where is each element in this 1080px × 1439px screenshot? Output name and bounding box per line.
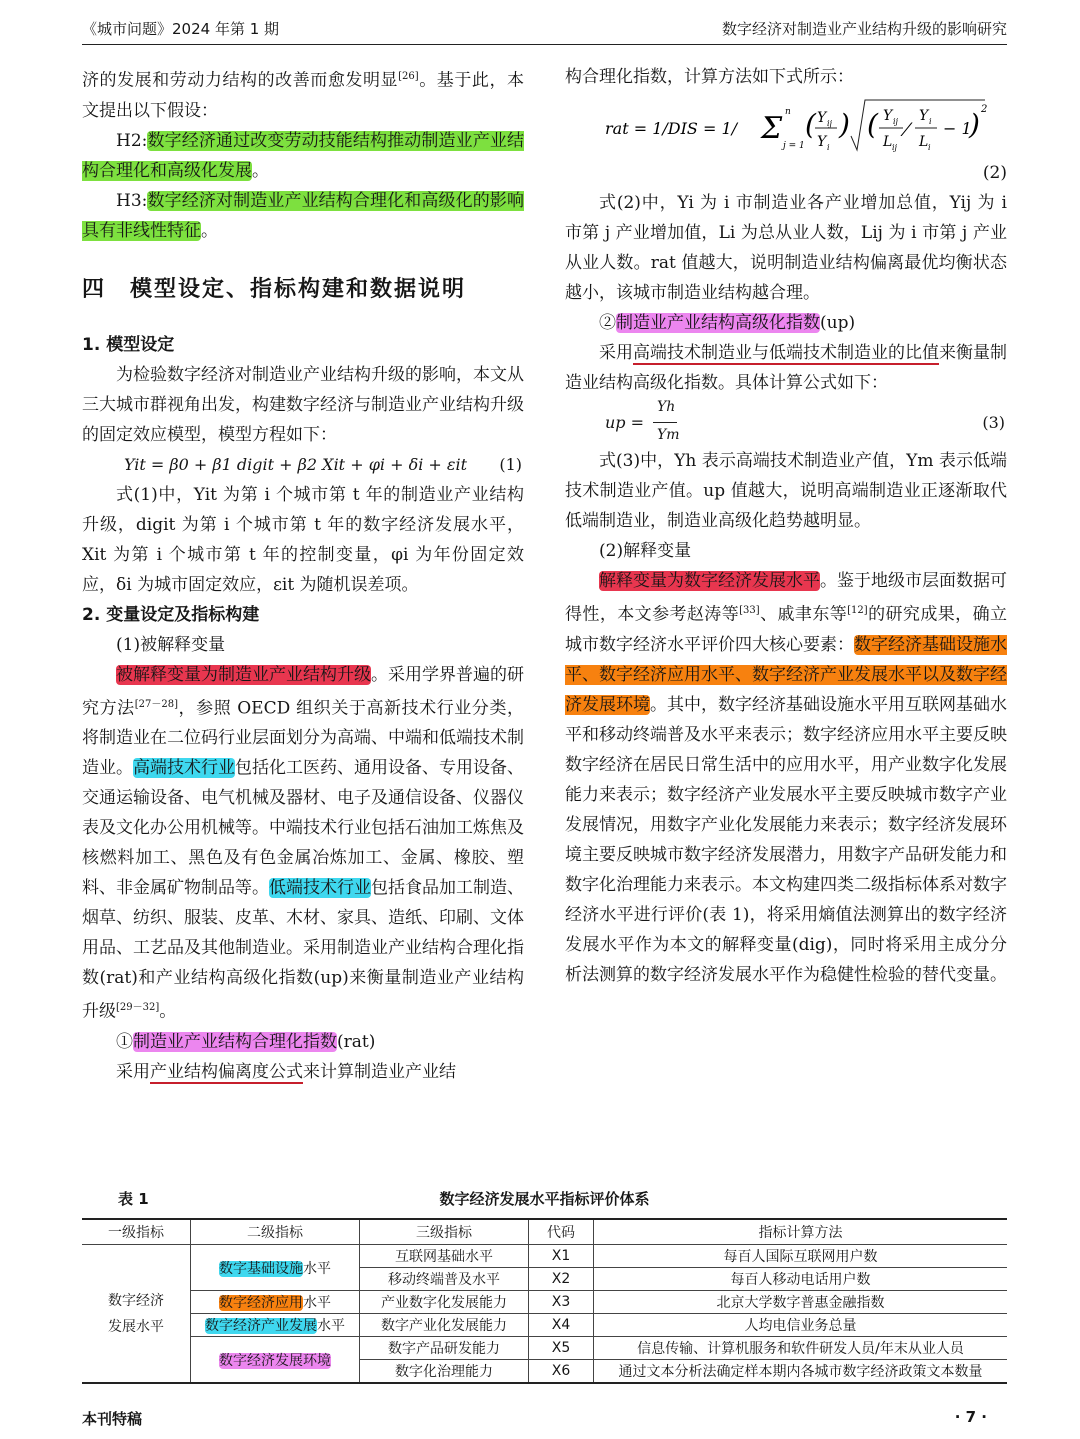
paragraph-rat-cont: 构合理化指数，计算方法如下式所示： (565, 67, 854, 87)
equation-2-number: (2) (982, 163, 1007, 183)
table-label: 表 1 (118, 1190, 149, 1208)
page-footer (82, 1408, 1007, 1432)
level2-environment: 数字经济发展环境 (191, 1337, 360, 1384)
header-level2: 二级指标 (191, 1219, 360, 1245)
svg-text:i: i (827, 143, 830, 152)
svg-text:⁄: ⁄ (905, 120, 909, 141)
level3-cell: 数字化治理能力 (360, 1360, 529, 1384)
level1-cell: 数字经济 发展水平 (82, 1245, 191, 1384)
citation: [12] (847, 605, 868, 616)
header-level3: 三级指标 (360, 1219, 529, 1245)
table-row (82, 1245, 1007, 1268)
svg-text:ij: ij (827, 119, 833, 128)
underline-deviation-formula: 产业结构偏离度公式 (150, 1061, 303, 1082)
svg-text:): ) (839, 108, 850, 141)
svg-text:L: L (883, 134, 893, 150)
heading-rat: ①制造业产业结构合理化指数(rat) (116, 1031, 376, 1052)
heading-independent-variable: (2)解释变量 (599, 541, 692, 561)
citation: [26] (398, 71, 419, 82)
heading-dependent-variable: (1)被解释变量 (116, 634, 226, 655)
table-row (82, 1314, 1007, 1337)
equation-3-denominator: Ym (657, 427, 680, 443)
level3-cell: 产业数字化发展能力 (360, 1291, 529, 1314)
equation-3-number: (3) (982, 413, 1005, 432)
equation-3: up = Yh Ym (3) (565, 398, 1007, 446)
header-code: 代码 (529, 1219, 594, 1245)
highlight-rat: 制造业产业结构合理化指数 (133, 1031, 337, 1052)
method-cell: 人均电信业务总量 (594, 1314, 1008, 1337)
code-cell: X3 (529, 1291, 594, 1314)
method-cell: 北京大学数字普惠金融指数 (594, 1291, 1008, 1314)
table-header-row (82, 1219, 1007, 1245)
header-level1: 一级指标 (82, 1219, 191, 1245)
equation-1-number: (1) (499, 454, 522, 474)
highlight-independent: 解释变量为数字经济发展水平 (599, 571, 820, 591)
subsection-model: 1. 模型设定 (82, 334, 175, 355)
svg-text:ij: ij (892, 143, 898, 152)
svg-text:Σ: Σ (761, 111, 783, 146)
paragraph-model: 为检验数字经济对制造业产业结构升级的影响，本文从三大城市群视角出发，构建数字经济与制造业产业结构升级的固定效应模型，模型方程如下： (82, 364, 524, 445)
left-column (82, 62, 524, 1087)
equation-2 (565, 92, 1007, 158)
column-name: 本刊特稿 (82, 1410, 143, 1428)
level2-industry: 数字经济产业发展水平 (191, 1314, 360, 1337)
code-cell: X2 (529, 1268, 594, 1291)
code-cell: X1 (529, 1245, 594, 1268)
svg-text:i: i (928, 143, 931, 152)
paragraph-independent: 解释变量为数字经济发展水平。鉴于地级市层面数据可得性，本文参考赵涛等[33]、戚聿东等[12]的研究成果，确立城市数字经济水平评价四大核心要素：数字经济基础设施水平、数字经济应用水平、数字经济产业发展水平以及数字经济发展环境。其中，数字经济基础设施水平用互联网基础水平和移动终端普及水平来表示；数字经济应用水平主要反映数字经济在居民日常生活中的应用水平，用产业数字化发展能力来表示；数字经济产业发展水平主要反映城市数字产业发展情况，用数字产业化发展能力来表示；数字经济发展环境主要反映城市数字经济发展潜力，用数字产品研发能力和数字化治理能力来表示。本文构建四类二级指标体系对数字经济水平进行评价(表 1)，将采用熵值法测算出的数字经济发展水平作为本文的解释变量(dig)，同时将采用主成分分析法测算的数字经济发展水平作为稳健性检验的替代变量。 (565, 571, 1007, 985)
highlight-h3: 数字经济对制造业产业结构合理化和高级化的影响具有非线性特征 (82, 190, 524, 241)
paragraph-eq2-desc: 式(2)中，Yi 为 i 市制造业各产业增加总值，Yij 为 i 市第 j 产业增加值，Li 为总从业人数，Lij 为 i 市第 j 产业从业人数。rat 值越大，说明制造业结构偏离最优均衡状态越小，该城市制造业结构越合理。 (565, 193, 1007, 303)
table-title: 数字经济发展水平指标评价体系 (439, 1190, 650, 1208)
code-cell: X4 (529, 1314, 594, 1337)
table-row (82, 1291, 1007, 1314)
paragraph-dependent: 被解释变量为制造业产业结构升级。采用学界普遍的研究方法[27－28]，参照 OECD 组织关于高新技术行业分类，将制造业在二位码行业层面划分为高端、中端和低端技术制造业。高端技术行业包括化工医药、通用设备、专用设备、交通运输设备、电气机械及器材、电子及通信设备、仪器仪表及文化办公用机械等。中端技术行业包括石油加工炼焦及核燃料加工、黑色及有色金属冶炼加工、金属、橡胶、塑料、非金属矿物制品等。低端技术行业包括食品加工制造、烟草、纺织、服装、皮革、木材、家具、造纸、印刷、文体用品、工艺品及其他制造业。采用制造业产业结构合理化指数(rat)和产业结构高级化指数(up)来衡量制造业产业结构升级[29－32]。 (82, 664, 525, 1022)
code-cell: X5 (529, 1337, 594, 1360)
svg-text:i: i (929, 117, 932, 126)
section-title: 四 模型设定、指标构建和数据说明 (82, 276, 467, 302)
highlight-low-tech: 低端技术行业 (269, 878, 371, 899)
svg-text:Y: Y (817, 110, 827, 126)
underline-ratio: 高端技术制造业与低端技术制造业的比值 (633, 343, 939, 363)
page-number: · 7 · (954, 1408, 987, 1426)
citation: [29－32] (116, 1002, 160, 1014)
level3-cell: 数字产品研发能力 (360, 1337, 529, 1360)
svg-text:): ) (969, 108, 980, 141)
heading-up: ②制造业产业结构高级化指数(up) (599, 313, 856, 333)
method-cell: 信息传输、计算机服务和软件研发人员/年末从业人员 (594, 1337, 1008, 1360)
svg-text:ij: ij (893, 117, 899, 126)
svg-text:L: L (919, 134, 929, 150)
method-cell: 每百人移动电话用户数 (594, 1268, 1008, 1291)
svg-text:Y: Y (817, 134, 827, 150)
svg-text:(: ( (805, 108, 816, 141)
journal-issue: 《城市问题》2024 年第 1 期 (82, 20, 280, 38)
svg-text:rat = 1/DIS = 1/: rat = 1/DIS = 1/ (605, 119, 738, 138)
svg-text:j = 1: j = 1 (783, 141, 805, 151)
paragraph-rat-method: 采用产业结构偏离度公式来计算制造业产业结 (116, 1061, 456, 1082)
subsection-variables: 2. 变量设定及指标构建 (82, 604, 260, 625)
highlight-up: 制造业产业结构高级化指数 (616, 313, 820, 333)
article-title: 数字经济对制造业产业结构升级的影响研究 (721, 20, 1007, 38)
level2-infrastructure: 数字基础设施水平 (191, 1245, 360, 1291)
equation-2-formula (565, 92, 1007, 158)
highlight-h2: 数字经济通过改变劳动技能结构推动制造业产业结构合理化和高级化发展 (82, 130, 524, 181)
hypothesis-h3: H3:数字经济对制造业产业结构合理化和高级化的影响具有非线性特征。 (82, 190, 524, 241)
level3-cell: 互联网基础水平 (360, 1245, 529, 1268)
svg-text:− 1: − 1 (943, 119, 972, 138)
highlight-four-elements: 数字经济基础设施水平、数字经济应用水平、数字经济产业发展水平以及数字经济发展环境 (565, 634, 1007, 715)
equation-1: Yit = β0 + β1 digit + β2 Xit + φi + δi + εit (1) (82, 450, 524, 480)
running-header (82, 14, 1007, 45)
table-row (82, 1337, 1007, 1360)
svg-text:n: n (785, 107, 791, 117)
svg-text:Y: Y (919, 108, 929, 124)
paragraph-up-method: 采用高端技术制造业与低端技术制造业的比值来衡量制造业结构高级化指数。具体计算公式如下： (565, 343, 1007, 393)
level2-application: 数字经济应用水平 (191, 1291, 360, 1314)
citation: [27－28] (134, 698, 178, 710)
code-cell: X6 (529, 1360, 594, 1384)
right-column (565, 62, 1007, 990)
method-cell: 每百人国际互联网用户数 (594, 1245, 1008, 1268)
paragraph-eq3-desc: 式(3)中，Yh 表示高端技术制造业产值，Ym 表示低端技术制造业产值。up 值越大，说明高端制造业正逐渐取代低端制造业，制造业高级化趋势越明显。 (565, 451, 1007, 531)
level3-cell: 数字产业化发展能力 (360, 1314, 529, 1337)
svg-text:Y: Y (883, 108, 893, 124)
paragraph-eq1-desc: 式(1)中，Yit 为第 i 个城市第 t 年的制造业产业结构升级，digit 为第 i 个城市第 t 年的数字经济发展水平，Xit 为第 i 个城市第 t 年的控制变量，φi 为年份固定效应，δi 为城市固定效应，εit 为随机误差项。 (82, 484, 524, 595)
highlight-dependent: 被解释变量为制造业产业结构升级 (116, 664, 371, 685)
hypothesis-h2: H2:数字经济通过改变劳动技能结构推动制造业产业结构合理化和高级化发展。 (82, 130, 524, 181)
svg-text:2: 2 (981, 104, 988, 115)
equation-3-numerator: Yh (657, 399, 676, 415)
svg-text:(: ( (867, 108, 878, 141)
paragraph-hypothesis-intro: 济的发展和劳动力结构的改善而愈发明显[26]。基于此，本文提出以下假设： (82, 70, 525, 121)
level3-cell: 移动终端普及水平 (360, 1268, 529, 1291)
highlight-high-tech: 高端技术行业 (133, 758, 235, 779)
header-method: 指标计算方法 (594, 1219, 1008, 1245)
citation: [33] (739, 605, 760, 616)
table-caption (82, 1188, 1007, 1214)
indicator-table (82, 1218, 1007, 1384)
method-cell: 通过文本分析法确定样本期内各城市数字经济政策文本数量 (594, 1360, 1008, 1384)
